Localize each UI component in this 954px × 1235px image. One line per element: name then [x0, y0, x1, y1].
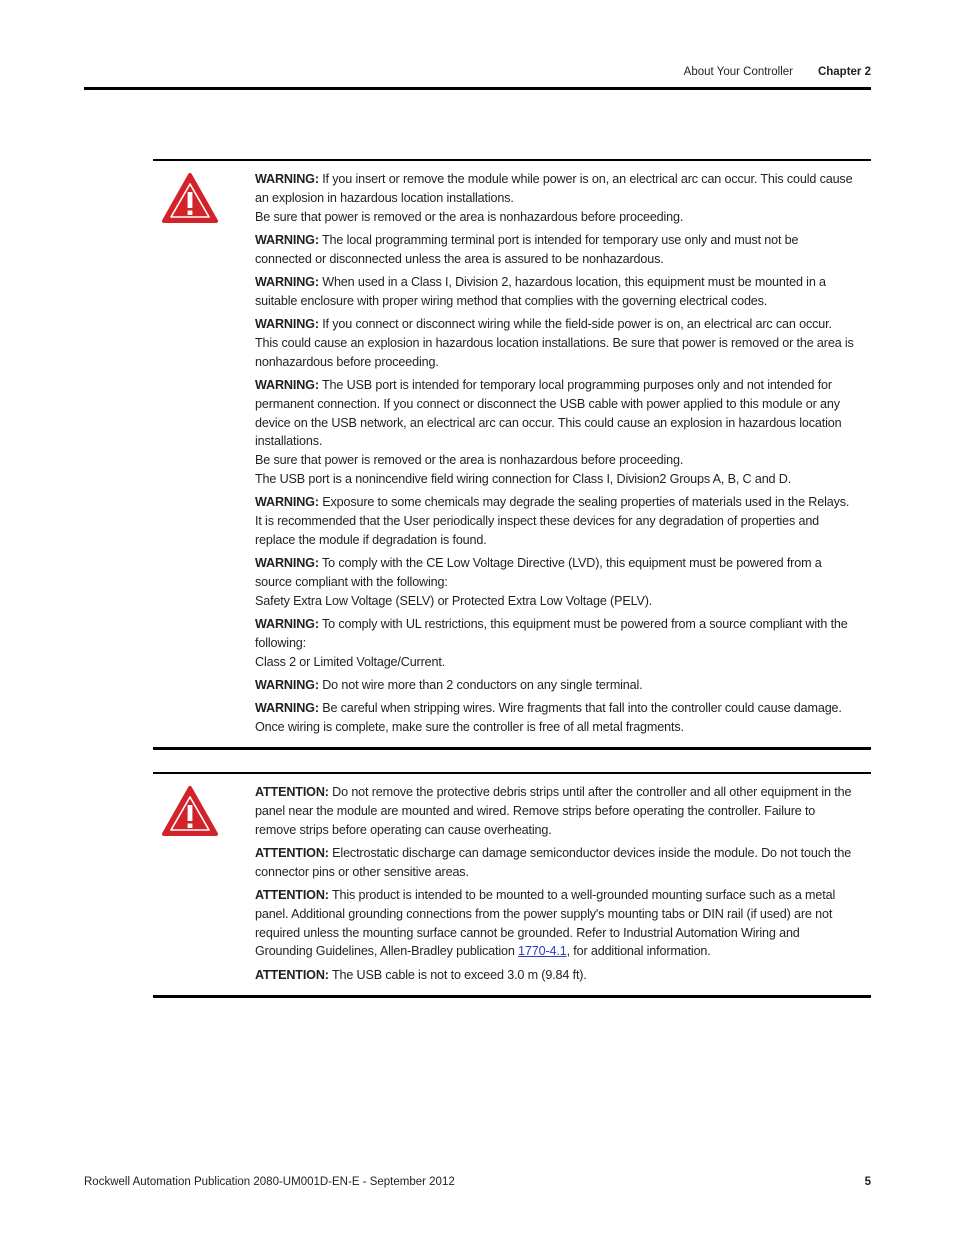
warning-message	[255, 615, 857, 671]
warning-label: WARNING:	[255, 556, 319, 571]
warning-text: Do not wire more than 2 conductors on any single terminal.	[318, 677, 643, 692]
warning-label: WARNING:	[255, 617, 319, 632]
warning-extra-line: Safety Extra Low Voltage (SELV) or Protected Extra Low Voltage (PELV).	[255, 593, 653, 608]
section-title: About Your Controller	[683, 66, 793, 78]
warning-extra-line: The USB port is a nonincendive field wiring connection for Class I, Division2 Groups A, B, C and D.	[255, 471, 792, 486]
warning-text: To comply with the CE Low Voltage Directive (LVD), this equipment must be powered from a source compliant with the following:	[255, 556, 822, 589]
publication-link[interactable]: 1770-4.1	[518, 944, 567, 959]
warning-label: WARNING:	[255, 274, 319, 289]
warning-text: The local programming terminal port is intended for temporary use only and must not be connected or disconnected unless the area is assured to be nonhazardous.	[255, 232, 799, 266]
warning-message	[255, 493, 857, 549]
attention-message	[255, 886, 857, 961]
warning-box	[153, 159, 871, 750]
warning-label: WARNING:	[255, 677, 319, 692]
warning-extra-line: Class 2 or Limited Voltage/Current.	[255, 654, 446, 669]
chapter-label: Chapter 2	[817, 66, 871, 78]
warning-text: Exposure to some chemicals may degrade the sealing properties of materials used in the Relays. It is recommended that the User periodically inspect these devices for any degradation of properties and replace the module if degradation is found.	[255, 495, 850, 547]
warning-label: WARNING:	[255, 172, 319, 186]
warning-label: WARNING:	[255, 495, 319, 510]
warning-message	[255, 315, 857, 371]
attention-text: The USB cable is not to exceed 3.0 m (9.84 ft).	[328, 967, 587, 982]
attention-text-after: , for additional information.	[566, 944, 711, 959]
attention-label: ATTENTION:	[255, 887, 329, 902]
attention-text: This product is intended to be mounted to a well-grounded mounting surface such as a metal panel. Additional grounding connections from the power supply's mounting tabs or DIN rail (if used) are not required unless the mounting surface cannot be grounded. Refer to Industrial Automation Wiring and Grounding Guidelines, Allen-Bradley publication	[255, 887, 836, 959]
warning-label: WARNING:	[255, 317, 319, 332]
attention-label: ATTENTION:	[255, 785, 329, 799]
attention-box	[153, 772, 871, 998]
warning-message	[255, 231, 857, 269]
warning-extra-line: Be sure that power is removed or the area is nonhazardous before proceeding.	[255, 209, 684, 224]
page-header	[84, 66, 871, 90]
warning-message	[255, 376, 857, 489]
warning-message	[255, 554, 857, 610]
attention-list	[255, 783, 857, 989]
warning-extra-line: Be sure that power is removed or the area is nonhazardous before proceeding.	[255, 453, 684, 468]
warning-label: WARNING:	[255, 377, 319, 392]
warning-text: If you insert or remove the module while power is on, an electrical arc can occur. This could cause an explosion in hazardous location installations.	[255, 172, 853, 205]
warning-list	[255, 170, 857, 741]
warning-text: Be careful when stripping wires. Wire fragments that fall into the controller could cause damage. Once wiring is complete, make sure the controller is free of all metal fragments.	[255, 701, 842, 735]
publication-info: Rockwell Automation Publication 2080-UM001D-EN-E - September 2012	[84, 1176, 455, 1188]
attention-message	[255, 783, 857, 839]
warning-label: WARNING:	[255, 232, 319, 247]
page-number: 5	[864, 1176, 871, 1188]
warning-message	[255, 676, 857, 695]
attention-message	[255, 966, 857, 985]
attention-message	[255, 844, 857, 882]
attention-text: Electrostatic discharge can damage semiconductor devices inside the module. Do not touch the connector pins or other sensitive areas.	[255, 845, 852, 879]
warning-label: WARNING:	[255, 701, 319, 716]
warning-message	[255, 170, 857, 226]
warning-message	[255, 699, 857, 737]
warning-triangle-icon	[162, 172, 218, 224]
warning-text: If you connect or disconnect wiring while the field-side power is on, an electrical arc can occur. This could cause an explosion in hazardous location installations. Be sure that power is removed or the area is nonhazardous before proceeding.	[255, 317, 854, 369]
attention-triangle-icon	[162, 785, 218, 837]
attention-text: Do not remove the protective debris strips until after the controller and all other equipment in the panel near the module are mounted and wired. Remove strips before operating the controller. Failure to remove strips before operating can cause overheating.	[255, 785, 852, 837]
warning-text: To comply with UL restrictions, this equipment must be powered from a source compliant with the following:	[255, 617, 848, 650]
warning-text: The USB port is intended for temporary local programming purposes only and not intended for permanent connection. If you connect or disconnect the USB cable with power applied to this module or any device on the USB network, an electrical arc can occur. This could cause an explosion in hazardous location installations.	[255, 377, 842, 449]
warning-text: When used in a Class I, Division 2, hazardous location, this equipment must be mounted in a suitable enclosure with proper wiring method that complies with the governing electrical codes.	[255, 274, 826, 308]
attention-label: ATTENTION:	[255, 967, 329, 982]
warning-message	[255, 273, 857, 311]
attention-label: ATTENTION:	[255, 845, 329, 860]
